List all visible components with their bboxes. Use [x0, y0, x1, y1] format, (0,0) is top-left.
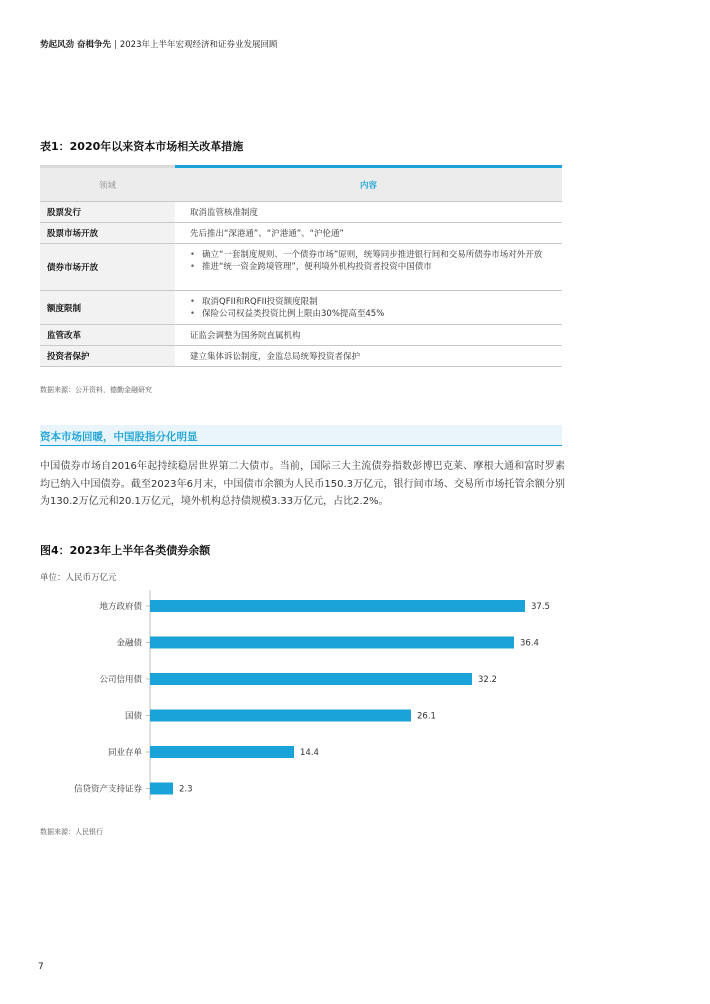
bullet-item [190, 261, 552, 273]
table-cell-content [175, 244, 562, 290]
bullet-text: 确立“一套制度规则、一个债券市场”原则，统筹同步推进银行间和交易所债券市场对外开放 [202, 250, 543, 260]
table-cell-content [175, 291, 562, 324]
table-row [40, 346, 562, 367]
bond-balance-bar-chart [0, 580, 710, 820]
cell-text: 证监会调整为国务院直属机构 [190, 331, 301, 341]
table-cell-content [175, 346, 562, 366]
bullet-text: 推进“统一资金跨境管理”，便利境外机构投资者投资中国债市 [202, 262, 432, 272]
bar [150, 710, 411, 722]
table-row [40, 325, 562, 346]
table-header-row [40, 168, 562, 202]
body-paragraph: 中国债券市场自2016年起持续稳居世界第二大债市。当前，国际三大主流债券指数彭博巴克莱、摩根大通和富时罗素均已纳入中国债券。截至2023年6月末，中国债市余额为人民币150.3万亿元，银行间市场、交易所市场托管余额分别为130.2万亿元和20.1万亿元，境外机构总持债规模3.33万亿元，占比2.2%。 [40, 461, 565, 507]
table-row [40, 291, 562, 325]
bullet-item [190, 249, 552, 261]
bar-value-label: 36.4 [520, 638, 539, 649]
bullet-item [190, 296, 552, 308]
table-row [40, 202, 562, 223]
table-header-area: 领域 [98, 180, 116, 191]
table-header-content: 内容 [359, 180, 377, 191]
table-cell-area: 股票市场开放 [40, 223, 175, 243]
bullet-text: 保险公司权益类投资比例上限由30%提高至45% [202, 309, 385, 319]
figure-title: 图4：2023年上半年各类债券余额 [40, 544, 211, 557]
bar-value-label: 32.2 [478, 675, 497, 685]
table-cell-area: 监管改革 [40, 325, 175, 345]
header-separator: | [113, 40, 117, 50]
category-label: 公司信用债 [99, 675, 142, 685]
bullet-dot: • [190, 262, 196, 272]
category-label: 金融债 [116, 638, 142, 649]
reform-measures-table [40, 165, 562, 367]
table-body [40, 202, 562, 367]
cell-text: 建立集体诉讼制度，金监总局统筹投资者保护 [190, 352, 361, 362]
page-header [40, 38, 277, 50]
page-number: 7 [38, 962, 44, 972]
bar [150, 637, 514, 649]
category-label: 地方政府债 [99, 602, 142, 612]
table-cell-area: 债券市场开放 [40, 244, 175, 290]
cell-text: 先后推出“深港通”、“沪港通”、“沪伦通” [190, 229, 344, 239]
bar [150, 783, 173, 795]
bar-value-label: 37.5 [531, 602, 550, 612]
table-title: 表1：2020年以来资本市场相关改革措施 [40, 140, 244, 153]
cell-text: 取消监管核准制度 [190, 208, 259, 218]
bar-value-label: 26.1 [417, 711, 436, 722]
header-report-title: 2023年上半年宏观经济和证券业发展回顾 [119, 40, 278, 50]
table-row [40, 244, 562, 291]
table-source-note: 数据来源：公开资料，德勤金融研究 [40, 386, 152, 394]
table-cell-content [175, 223, 562, 243]
bar-value-label: 14.4 [300, 748, 319, 758]
table-cell-content [175, 325, 562, 345]
category-label: 国债 [124, 711, 142, 722]
bar [150, 600, 525, 612]
bullet-text: 取消QFII和RQFII投资额度限制 [202, 297, 318, 307]
table-cell-area: 股票发行 [40, 202, 175, 222]
bar-value-label: 2.3 [179, 784, 193, 795]
category-label: 同业存单 [107, 748, 142, 758]
section-heading-bar [40, 425, 562, 446]
chart-source-note: 数据来源：人民银行 [40, 828, 103, 836]
bar [150, 673, 472, 685]
category-label: 信贷资产支持证券 [73, 784, 142, 795]
header-report-slogan: 势起风劲 奋楫争先 [40, 40, 111, 50]
bullet-item [190, 308, 552, 320]
bullet-dot: • [190, 297, 196, 307]
table-cell-content [175, 202, 562, 222]
table-cell-area: 额度限制 [40, 291, 175, 324]
bullet-dot: • [190, 309, 196, 319]
bar [150, 746, 294, 758]
table-cell-area: 投资者保护 [40, 346, 175, 366]
table-top-rule [40, 165, 562, 168]
bullet-dot: • [190, 250, 196, 260]
section-heading: 资本市场回暖，中国股指分化明显 [40, 431, 198, 443]
chart-unit-label: 单位：人民币万亿元 [40, 573, 117, 583]
table-row [40, 223, 562, 244]
